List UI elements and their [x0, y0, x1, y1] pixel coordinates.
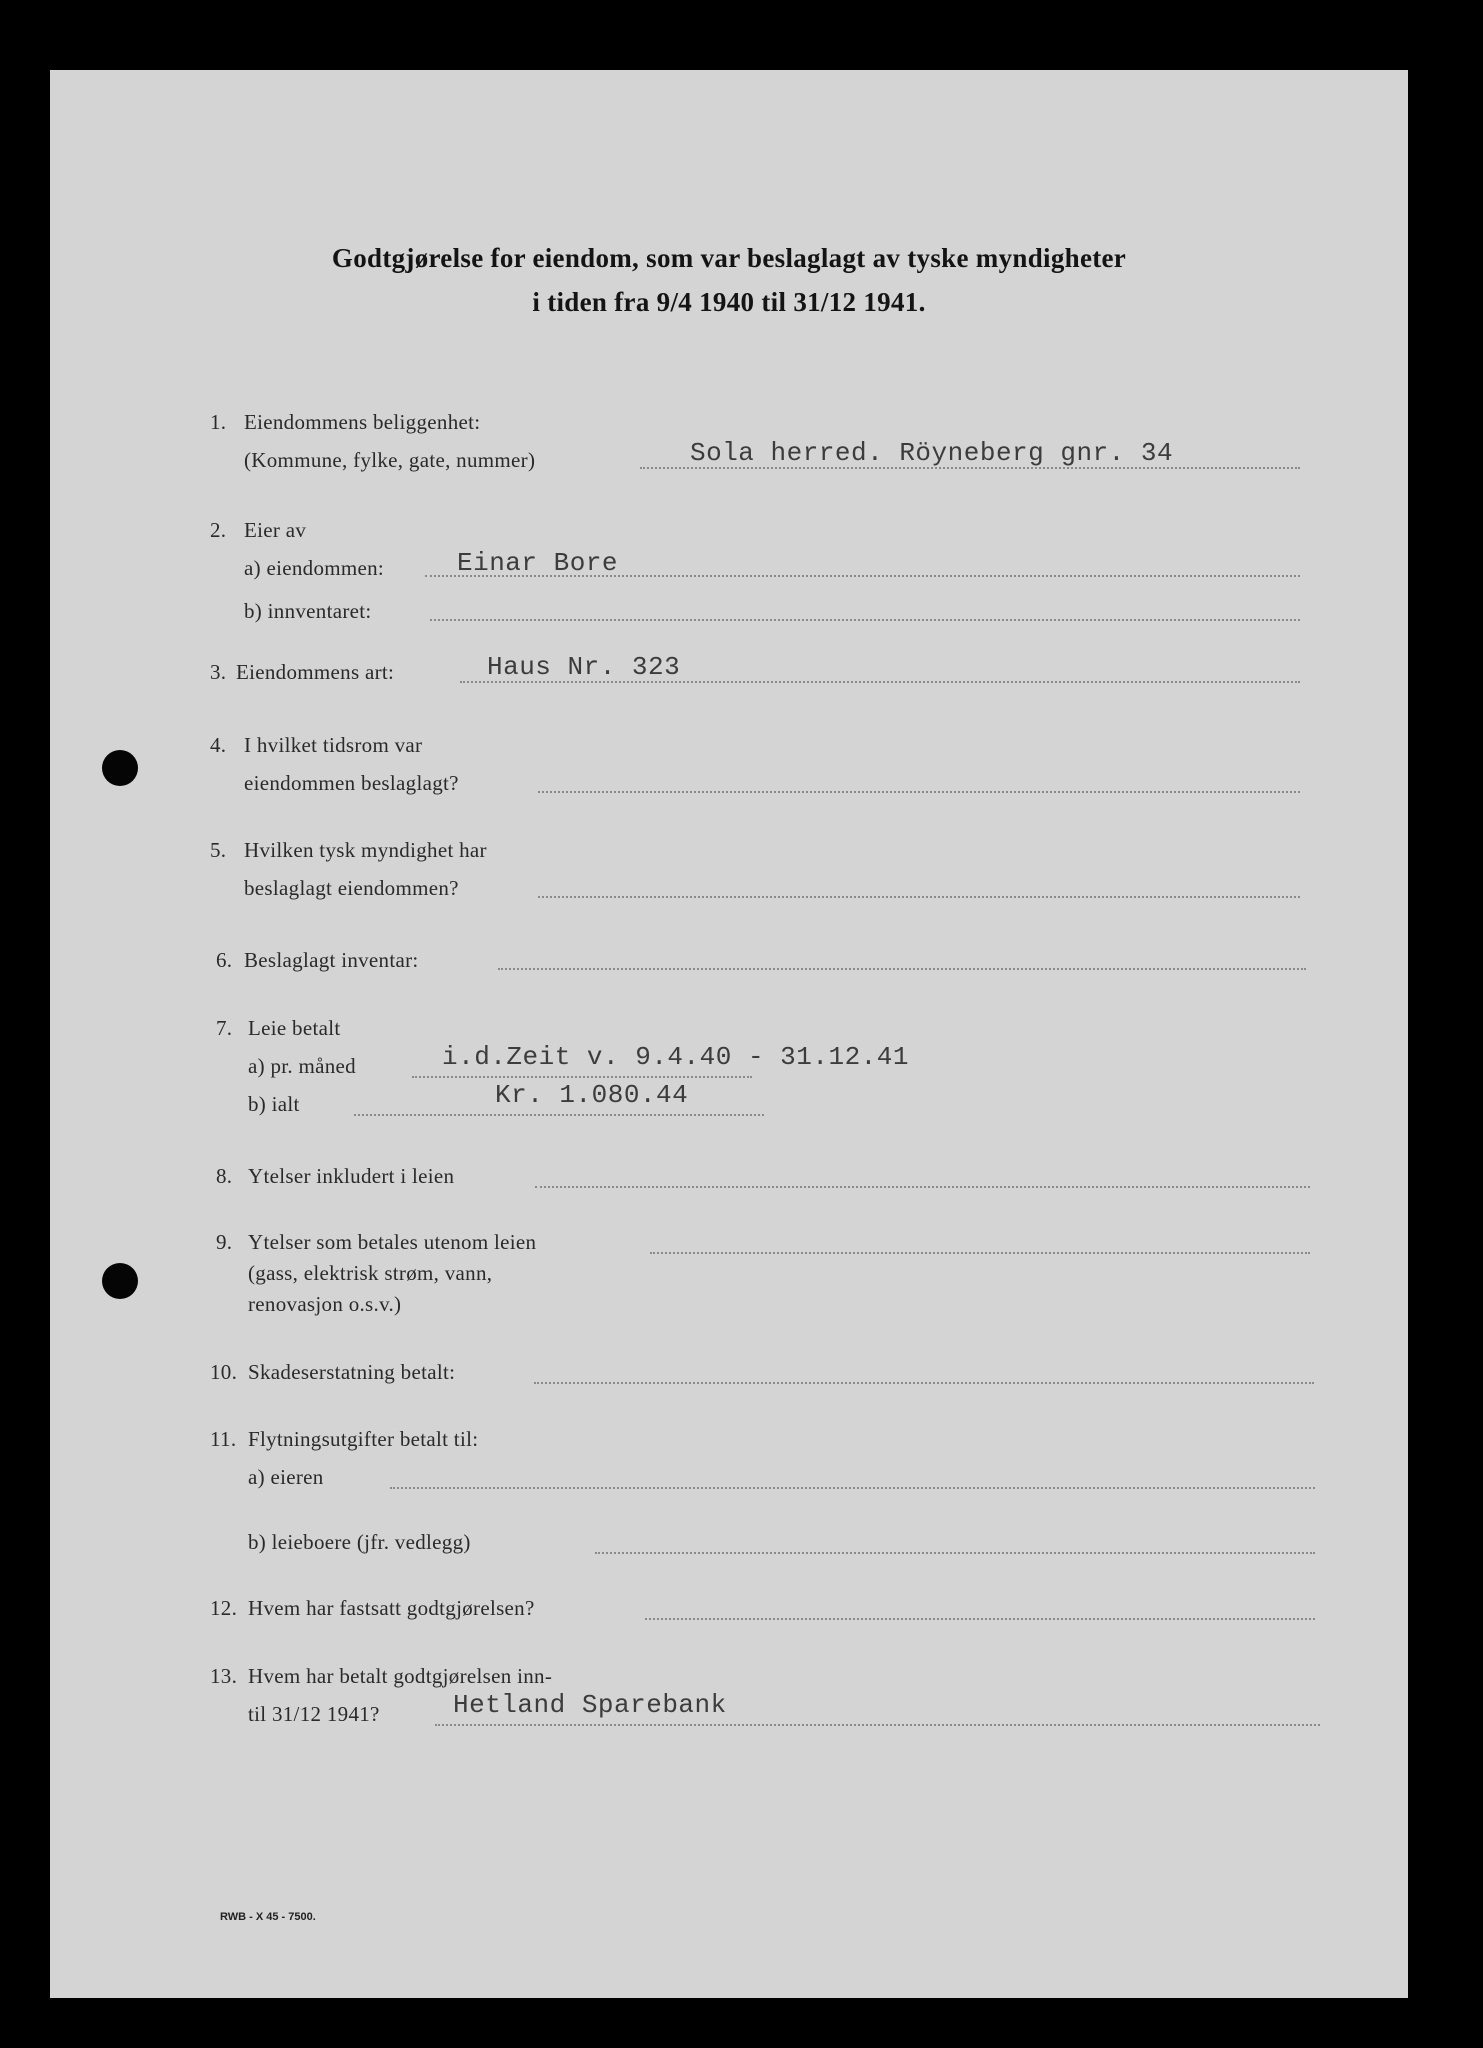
item-2-label: Eier av: [244, 518, 307, 542]
item-2b-line: [430, 619, 1300, 621]
form-title-line-1: Godtgjørelse for eiendom, som var beslaglagt av tyske myndigheter: [331, 243, 1127, 273]
form-sheet: [50, 70, 1408, 1998]
item-1-label: Eiendommens beliggenhet:: [244, 410, 481, 434]
item-7a-line: [412, 1076, 752, 1078]
item-9-label: Ytelser som betales utenom leien: [248, 1230, 537, 1254]
item-8-label: Ytelser inkludert i leien: [248, 1164, 455, 1188]
item-2-number: 2.: [210, 518, 227, 542]
item-7a-label: a) pr. måned: [248, 1054, 356, 1078]
item-12-number: 12.: [210, 1596, 238, 1620]
item-9-sublabel-2: renovasjon o.s.v.): [248, 1292, 402, 1316]
item-5-sublabel: beslaglagt eiendommen?: [244, 876, 459, 900]
item-8-line: [535, 1186, 1310, 1188]
item-10-line: [534, 1382, 1314, 1384]
item-9-line: [650, 1252, 1310, 1254]
item-10-label: Skadeserstatning betalt:: [248, 1360, 456, 1384]
item-6-label: Beslaglagt inventar:: [244, 948, 419, 972]
item-7b-value: Kr. 1.080.44: [495, 1080, 689, 1110]
item-7b-label: b) ialt: [248, 1092, 300, 1116]
item-11b-label: b) leieboere (jfr. vedlegg): [248, 1530, 471, 1554]
item-12-line: [645, 1618, 1315, 1620]
item-3-value: Haus Nr. 323: [487, 652, 681, 682]
item-12-label: Hvem har fastsatt godtgjørelsen?: [248, 1596, 535, 1620]
item-1-number: 1.: [210, 410, 227, 434]
item-2b-label: b) innventaret:: [244, 599, 372, 623]
item-10-number: 10.: [210, 1360, 238, 1384]
item-1-value: Sola herred. Röyneberg gnr. 34: [690, 438, 1174, 468]
item-11-label: Flytningsutgifter betalt til:: [248, 1427, 479, 1451]
item-7-number: 7.: [216, 1016, 233, 1040]
item-9-sublabel-1: (gass, elektrisk strøm, vann,: [248, 1261, 493, 1285]
item-11a-line: [390, 1487, 1315, 1489]
item-4-sublabel: eiendommen beslaglagt?: [244, 771, 459, 795]
item-5-line: [538, 896, 1300, 898]
form-title-line-2: i tiden fra 9/4 1940 til 31/12 1941.: [532, 287, 926, 317]
item-11b-line: [595, 1552, 1315, 1554]
item-2a-value: Einar Bore: [457, 548, 619, 578]
punch-hole-upper: [102, 750, 138, 786]
item-13-value: Hetland Sparebank: [453, 1690, 727, 1720]
item-5-label: Hvilken tysk myndighet har: [244, 838, 487, 862]
item-9-number: 9.: [216, 1230, 233, 1254]
item-8-number: 8.: [216, 1164, 233, 1188]
item-4-number: 4.: [210, 733, 227, 757]
item-13-number: 13.: [210, 1664, 238, 1688]
item-6-number: 6.: [216, 948, 233, 972]
punch-hole-lower: [102, 1263, 138, 1299]
item-7b-line: [354, 1114, 764, 1116]
item-2a-label: a) eiendommen:: [244, 556, 385, 580]
item-13-label: Hvem har betalt godtgjørelsen inn-: [248, 1664, 553, 1688]
item-4-label: I hvilket tidsrom var: [244, 733, 423, 757]
item-5-number: 5.: [210, 838, 227, 862]
item-7-label: Leie betalt: [248, 1016, 341, 1040]
item-3-label: Eiendommens art:: [236, 660, 395, 684]
item-3-number: 3.: [210, 660, 227, 684]
item-7a-value: i.d.Zeit v. 9.4.40 - 31.12.41: [442, 1042, 909, 1072]
item-13-line: [435, 1724, 1320, 1726]
item-1-sublabel: (Kommune, fylke, gate, nummer): [244, 448, 536, 472]
item-13-sublabel: til 31/12 1941?: [248, 1702, 380, 1726]
item-4-line: [538, 791, 1300, 793]
item-6-line: [498, 968, 1306, 970]
item-11-number: 11.: [210, 1427, 237, 1451]
item-11a-label: a) eieren: [248, 1465, 324, 1489]
form-code: RWB - X 45 - 7500.: [220, 1911, 316, 1923]
